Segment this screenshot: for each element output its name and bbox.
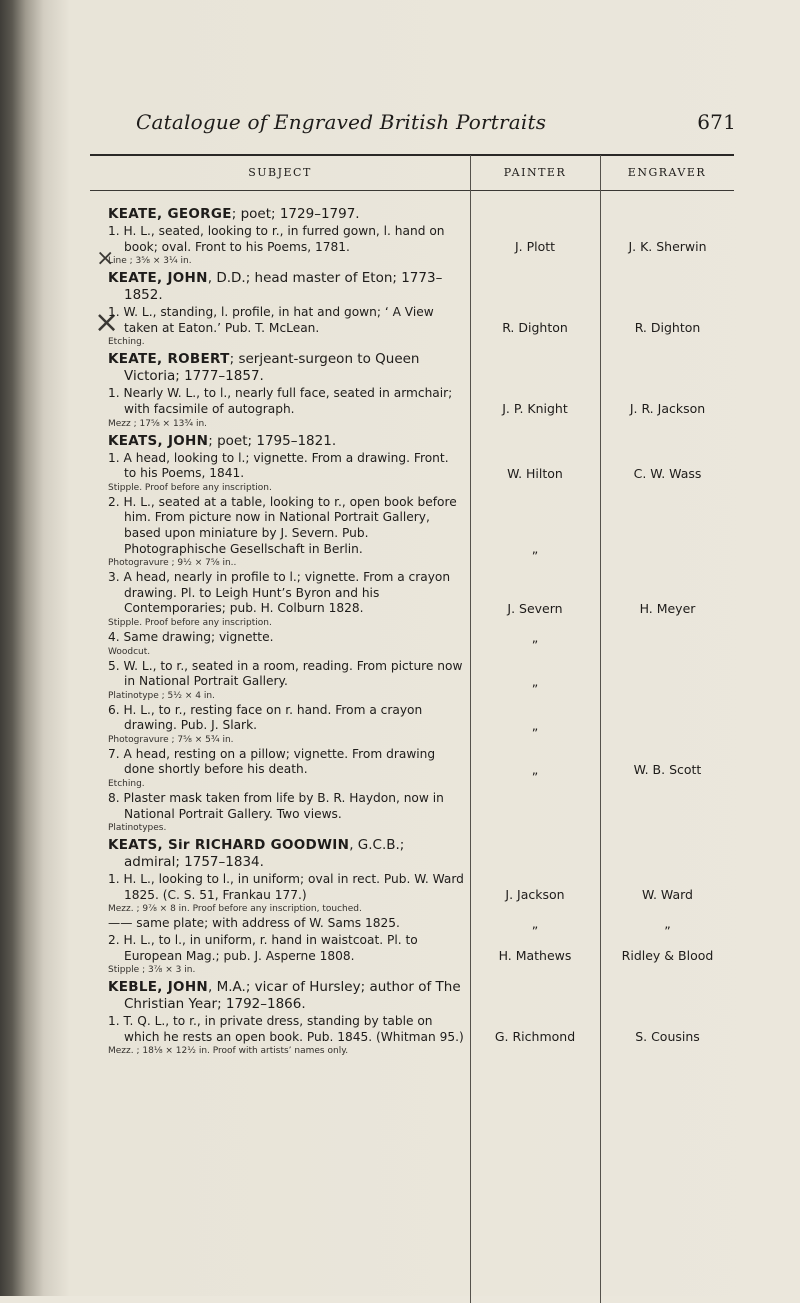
medium-note: Stipple. Proof before any inscription. [108, 617, 272, 628]
sitter-description: , M.A.; vicar of Hursley; author of The Christian Year; 1792–1866. [124, 979, 461, 1013]
medium-note: Mezz. ; 9⅞ × 8 in. Proof before any inscription, touched. [108, 904, 362, 915]
engraver-name: Ridley & Blood [621, 948, 714, 963]
catalogue-entry [108, 979, 464, 1057]
portrait-description: 4. Same drawing; vignette. [108, 629, 274, 644]
catalogue-entry [108, 433, 464, 835]
painter-name: „ [531, 762, 539, 777]
medium-note: Mezz. ; 18⅛ × 12½ in. Proof with artists’ names only. [108, 1046, 349, 1057]
medium-note: Woodcut. [108, 646, 151, 657]
entry-heading [108, 433, 464, 450]
portrait-description: 8. Plaster mask taken from life by B. R. Haydon, now in National Portrait Gallery. Two views. [108, 791, 444, 821]
painter-name: „ [531, 916, 539, 931]
portrait-description: 1. A head, looking to l.; vignette. From a drawing. Front. to his Poems, 1841. [108, 450, 449, 481]
sitter-description: , D.D.; head master of Eton; 1773–1852. [124, 270, 443, 304]
catalogue-entry [108, 837, 464, 976]
painter-name: J. Jackson [505, 887, 565, 902]
painter-name: G. Richmond [494, 1029, 576, 1044]
column-header-painter: PAINTER [503, 166, 567, 179]
engraver-name: W. Ward [642, 887, 693, 902]
medium-note: Platinotype ; 5½ × 4 in. [108, 690, 215, 701]
engraver-name: C. W. Wass [633, 466, 702, 481]
entry-heading [108, 270, 464, 304]
medium-note: Photogravure ; 9½ × 7⅝ in.. [108, 558, 237, 569]
running-title: Catalogue of Engraved British Portraits [136, 110, 547, 134]
sitter-name: KEATS, Sir RICHARD GOODWIN [108, 837, 350, 854]
engraver-name: „ [664, 916, 671, 931]
portrait-description: 1. H. L., looking to l., in uniform; oval in rect. Pub. W. Ward 1825. (C. S. 51, Frankau 177.) [108, 872, 464, 902]
painter-name: J. Severn [507, 601, 563, 616]
engraver-name: R. Dighton [634, 320, 701, 335]
painter-name: J. Plott [514, 239, 556, 254]
medium-note: Etching. [108, 779, 145, 790]
portrait-description: 5. W. L., to r., seated in a room, reading. From picture now in National Portrait Gallery. [108, 658, 463, 689]
page-number: 671 [697, 110, 736, 134]
painter-name: R. Dighton [502, 320, 568, 335]
portrait-description: 1. H. L., seated, looking to r., in furred gown, l. hand on book; oval. Front to his Poems, 1781. [108, 224, 445, 254]
portrait-description: 1. T. Q. L., to r., in private dress, standing by table on which he rests an open book. Pub. 1845. (Whitman 95.) [108, 1014, 464, 1044]
sitter-description: ; poet; 1795–1821. [208, 432, 337, 449]
sitter-name: KEBLE, JOHN [108, 979, 209, 996]
painter-name: „ [531, 630, 539, 645]
engraver-name: J. K. Sherwin [628, 239, 707, 254]
entry-heading [108, 206, 464, 223]
top-rule [90, 154, 734, 156]
catalogue-entry [108, 351, 464, 429]
engraver-name: W. B. Scott [633, 762, 702, 777]
engraver-name: H. Meyer [639, 601, 696, 616]
medium-note: Stipple. Proof before any inscription. [108, 482, 272, 493]
medium-note: Etching. [108, 337, 145, 348]
sitter-name: KEATE, GEORGE [108, 206, 232, 222]
catalogue-entry [108, 270, 464, 348]
column-header-subject: SUBJECT [248, 166, 312, 179]
sitter-name: KEATE, ROBERT [108, 351, 230, 368]
painter-name: J. P. Knight [502, 401, 568, 416]
pencil-mark-x: ⨯ [94, 305, 120, 340]
portrait-description: 2. H. L., to l., in uniform, r. hand in waistcoat. Pl. to European Mag.; pub. J. Asperne 1808. [108, 933, 418, 963]
medium-note: Platinotypes. [108, 823, 167, 834]
sitter-description: ; serjeant-surgeon to Queen Victoria; 1777–1857. [124, 351, 420, 385]
column-header-engraver: ENGRAVER [627, 166, 707, 179]
portrait-description: 1. Nearly W. L., to l., nearly full face, seated in armchair; with facsimile of autograph. [108, 386, 453, 416]
medium-note: Mezz ; 17⅝ × 13¾ in. [108, 418, 208, 429]
sitter-name: KEATS, JOHN [108, 432, 209, 449]
engraver-name: J. R. Jackson [629, 401, 706, 416]
medium-note: Stipple ; 3⅞ × 3 in. [108, 965, 196, 976]
subject-column [108, 203, 464, 1058]
catalogue-entry [108, 206, 464, 267]
painter-name: „ [531, 541, 539, 556]
entry-heading [108, 837, 464, 871]
portrait-description: 7. A head, resting on a pillow; vignette. From drawing done shortly before his death. [108, 746, 436, 777]
entry-heading [108, 979, 464, 1013]
sitter-description: , G.C.B.; admiral; 1757–1834. [124, 837, 405, 871]
medium-note: Photogravure ; 7⅝ × 5¾ in. [108, 734, 234, 745]
portrait-description: 6. H. L., to r., resting face on r. hand. From a crayon drawing. Pub. J. Slark. [108, 702, 423, 733]
engraver-name: S. Cousins [635, 1029, 700, 1044]
painter-name: „ [531, 718, 539, 733]
portrait-description: 1. W. L., standing, l. profile, in hat and gown; ‘ A View taken at Eaton.’ Pub. T. McLean. [108, 305, 434, 335]
painter-name: „ [531, 674, 539, 689]
header-rule [90, 190, 734, 191]
sitter-name: KEATE, JOHN [108, 270, 208, 287]
medium-note: Line ; 3⅝ × 3¼ in. [108, 256, 192, 267]
portrait-description: 3. A head, nearly in profile to l.; vignette. From a crayon drawing. Pl. to Leigh Hunt’s Byron and his Contemporaries; pub. H. Colburn 1828. [108, 570, 451, 616]
entry-heading [108, 351, 464, 385]
painter-name: W. Hilton [507, 466, 563, 481]
sitter-description: ; poet; 1729–1797. [231, 206, 360, 222]
painter-name: H. Mathews [498, 948, 572, 963]
portrait-description: —— same plate; with address of W. Sams 1825. [108, 916, 400, 931]
pencil-mark-x: ⨯ [96, 246, 115, 271]
portrait-description: 2. H. L., seated at a table, looking to r., open book before him. From picture now in National Portrait Gallery, based upon miniature by J. Severn. Pub. Photographische Gesellschaft in Berlin. [108, 494, 457, 556]
